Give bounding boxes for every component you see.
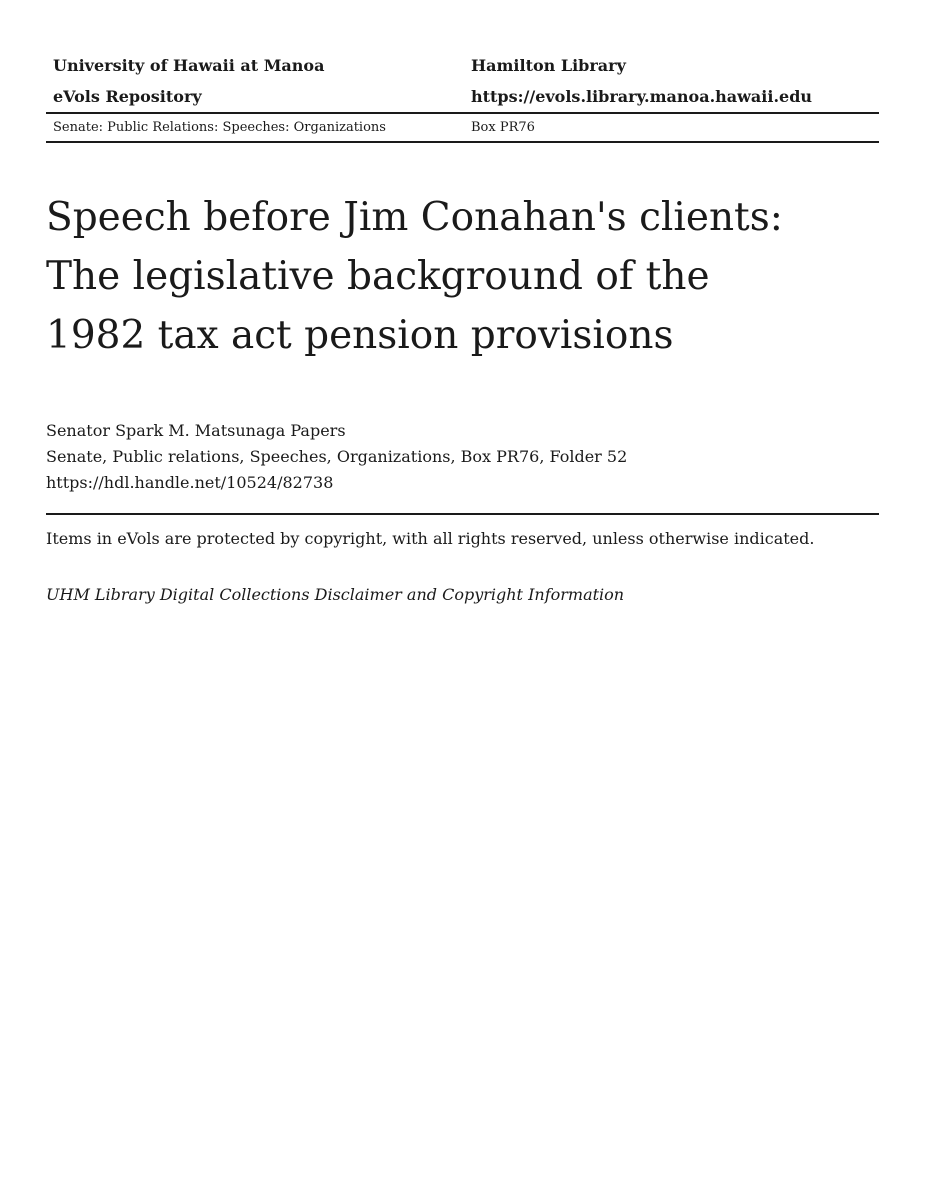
title-line-2: The legislative background of the <box>46 254 710 299</box>
title-line-1: Speech before Jim Conahan's clients: <box>46 195 783 240</box>
header-row-2 <box>46 81 879 112</box>
collection-path: Senate: Public Relations: Speeches: Organizations <box>53 120 386 135</box>
box-number: Box PR76 <box>471 120 535 135</box>
title-line-3: 1982 tax act pension provisions <box>46 313 674 358</box>
document-header <box>46 50 879 143</box>
header-row-1 <box>46 50 879 81</box>
library-name: Hamilton Library <box>471 56 626 75</box>
repository-name: eVols Repository <box>53 87 202 106</box>
handle-link[interactable]: https://hdl.handle.net/10524/82738 <box>46 473 334 492</box>
rights-statement: Items in eVols are protected by copyright, with all rights reserved, unless otherwise indicated. <box>46 529 815 548</box>
institution-name: University of Hawaii at Manoa <box>53 56 325 75</box>
folder-location: Senate, Public relations, Speeches, Organizations, Box PR76, Folder 52 <box>46 447 628 466</box>
section-divider <box>46 513 879 515</box>
document-metadata <box>46 418 879 496</box>
header-rule-bottom <box>46 141 879 143</box>
header-row-3 <box>46 114 879 141</box>
document-title <box>46 188 879 365</box>
repository-url: https://evols.library.manoa.hawaii.edu <box>471 87 813 106</box>
disclaimer-link[interactable]: UHM Library Digital Collections Disclaimer and Copyright Information <box>46 585 625 604</box>
collection-name: Senator Spark M. Matsunaga Papers <box>46 421 346 440</box>
